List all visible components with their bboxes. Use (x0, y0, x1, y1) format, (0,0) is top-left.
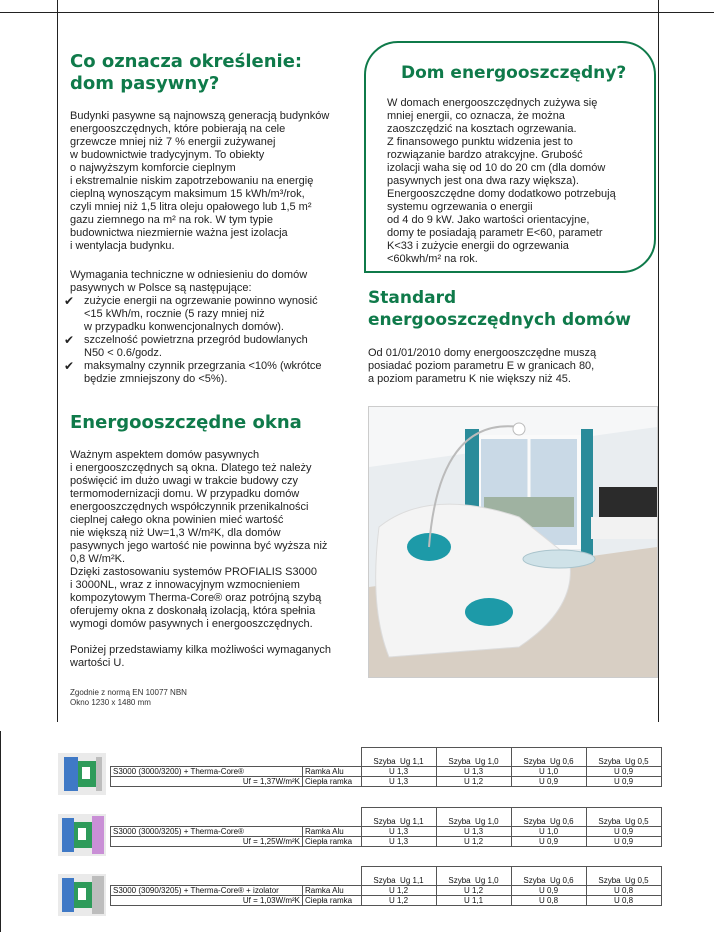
u-value: U 0,9 (586, 837, 661, 847)
norm-note (70, 688, 187, 708)
text-line: Zgodnie z normą EN 10077 NBN (70, 688, 187, 697)
u-value: U 0,8 (586, 896, 661, 906)
checkmark-icon: ✔ (64, 359, 75, 373)
profile-section-graphic (58, 753, 106, 795)
uf-value: Uf = 1,03W/m²K (111, 896, 303, 906)
header-cell: Szyba Ug 1,1 (361, 748, 436, 767)
header-cell: Szyba Ug 1,1 (361, 867, 436, 886)
text-line: będzie zmniejszony do <5%). (84, 373, 228, 385)
u-value: U 0,9 (586, 827, 661, 837)
u-value: U 1,3 (361, 827, 436, 837)
header-cell: Szyba Ug 1,0 (436, 808, 511, 827)
frame-type: Ciepła ramka (303, 896, 362, 906)
u-value: U 1,3 (361, 767, 436, 777)
u-value: U 0,9 (586, 767, 661, 777)
text-line: Energooszczędne domy dodatkowo potrzebują (387, 188, 616, 200)
u-value: U 1,0 (511, 827, 586, 837)
living-room-photo (368, 406, 658, 678)
title-line: Standard (368, 288, 457, 308)
frame-type: Ramka Alu (303, 767, 362, 777)
title-line: Co oznacza określenie: (70, 51, 303, 72)
crop-mark (57, 0, 58, 722)
text-line: Z finansowego punktu widzenia jest to (387, 136, 573, 148)
table-row (111, 767, 662, 777)
crop-mark (658, 0, 659, 722)
text-line: systemu ogrzewania o energii (387, 201, 533, 213)
window-profile-icon (58, 814, 106, 856)
text-line: w przypadku konwencjonalnych domów). (84, 321, 284, 333)
text-line: szczelność powietrzna przegród budowlanych (84, 334, 308, 346)
text-line: izolacji waha się od 10 do 20 cm (dla domów (387, 162, 606, 174)
living-room-illustration (369, 407, 657, 677)
u-value: U 1,2 (436, 777, 511, 787)
text-line: pasywnych jest ona dwa razy większa). (387, 175, 579, 187)
crop-mark (0, 731, 1, 932)
u-value: U 0,9 (586, 777, 661, 787)
text-line: grzewcze mniej niż 7 % energii zużywanej (70, 136, 276, 148)
text-line: cieplnej całego okna powinien mieć wartość (70, 514, 284, 526)
u-value: U 1,2 (436, 886, 511, 896)
window-profile-icon (58, 874, 106, 916)
text-line: Poniżej przedstawiamy kilka możliwości wymaganych (70, 644, 332, 656)
text-line: zużycie energii na ogrzewanie powinno wynosić (84, 295, 318, 307)
spacer (70, 631, 362, 644)
u-value: U 1,1 (436, 896, 511, 906)
requirements-list (64, 295, 360, 386)
text-line: pasywnych jego wartość nie powinna być wyższa niż (70, 540, 328, 552)
text-line: 0,8 W/m²K. (70, 553, 126, 565)
frame-type: Ciepła ramka (303, 777, 362, 787)
crop-mark (0, 12, 714, 13)
text-line: wymogi domów pasywnych i energooszczędnych. (70, 618, 313, 630)
text-line: energooszczędnych współczynnik przenikalności (70, 501, 309, 513)
profile-name: S3000 (3000/3200) + Therma-Core® (111, 767, 303, 777)
checkmark-icon: ✔ (64, 333, 75, 347)
text-line: gazu ziemnego na m² na rok. W tym typie (70, 214, 273, 226)
text-line: pasywnych w Polsce są następujące: (70, 282, 252, 294)
table-row (111, 886, 662, 896)
frame-type: Ciepła ramka (303, 837, 362, 847)
text-line: i wentylacja budynku. (70, 240, 175, 252)
uf-value: Uf = 1,37W/m²K (111, 777, 303, 787)
u-value: U 1,2 (361, 896, 436, 906)
text-line: poświęcić im dużo uwagi w trakcie budowy czy (70, 475, 299, 487)
text-line: Dzięki zastosowaniu systemów PROFIALIS S3000 (70, 566, 317, 578)
frame-type: Ramka Alu (303, 827, 362, 837)
u-value-table-3 (110, 866, 662, 906)
text-line: budownictwa niezmiernie ważna jest izolacja (70, 227, 288, 239)
windows-title: Energooszczędne okna (70, 412, 302, 433)
text-line: czyli mniej niż 1,5 litra oleju opałowego lub 1,5 m² (70, 201, 312, 213)
text-line: termomodernizacji domu. W przypadku domów (70, 488, 300, 500)
u-value: U 0,8 (586, 886, 661, 896)
text-line: nie większą niż Uw=1,3 W/m²K, dla domów (70, 527, 281, 539)
requirements-block (64, 269, 360, 386)
u-value: U 0,9 (511, 886, 586, 896)
u-value: U 1,3 (361, 777, 436, 787)
list-item (64, 334, 360, 360)
table-row (111, 827, 662, 837)
title-line: energooszczędnych domów (368, 310, 631, 330)
u-value-table-2 (110, 807, 662, 847)
text-line: energooszczędnych, które pobierają na cele (70, 123, 286, 135)
text-line: <15 kWh/m, rocznie (5 razy mniej niż (84, 308, 265, 320)
text-line: a poziom parametru K nie większy niż 45. (368, 373, 571, 385)
text-line: domy te posiadają parametr E<60, parametr (387, 227, 603, 239)
text-line: Okno 1230 x 1480 mm (70, 698, 151, 707)
u-value: U 1,3 (361, 837, 436, 847)
bubble-title: Dom energooszczędny? (401, 63, 627, 83)
text-line: Od 01/01/2010 domy energooszczędne muszą (368, 347, 597, 359)
header-cell: Szyba Ug 0,5 (586, 748, 661, 767)
header-cell: Szyba Ug 1,0 (436, 867, 511, 886)
title-line: dom pasywny? (70, 73, 220, 94)
u-value: U 1,3 (436, 767, 511, 777)
frame-type: Ramka Alu (303, 886, 362, 896)
u-value: U 1,0 (511, 767, 586, 777)
text-line: N50 < 0.6/godz. (84, 347, 162, 359)
text-line: posiadać poziom parametru E w granicach 80, (368, 360, 595, 372)
text-line: W domach energooszczędnych zużywa się (387, 97, 598, 109)
text-line: wartości U. (70, 657, 125, 669)
u-value: U 0,9 (511, 837, 586, 847)
text-line: Ważnym aspektem domów pasywnych (70, 449, 260, 461)
header-cell: Szyba Ug 0,5 (586, 867, 661, 886)
u-value: U 1,2 (361, 886, 436, 896)
text-line: Budynki pasywne są najnowszą generacją budynków (70, 110, 330, 122)
list-item (64, 295, 360, 334)
header-cell: Szyba Ug 0,6 (511, 748, 586, 767)
u-value: U 0,8 (511, 896, 586, 906)
uf-value: Uf = 1,25W/m²K (111, 837, 303, 847)
text-line: mniej energii, co oznacza, że można (387, 110, 565, 122)
window-profile-icon (58, 753, 106, 795)
text-line: w budownictwie tradycyjnym. To obiekty (70, 149, 265, 161)
standard-title (368, 287, 631, 331)
header-cell: Szyba Ug 0,5 (586, 808, 661, 827)
text-line: od 4 do 9 kW. Jako wartości orientacyjne, (387, 214, 590, 226)
checkmark-icon: ✔ (64, 294, 75, 308)
passive-intro (70, 110, 360, 253)
text-line: i ekstremalnie niskim zapotrzebowaniu na energię (70, 175, 314, 187)
table-row (111, 896, 662, 906)
header-cell: Szyba Ug 0,6 (511, 808, 586, 827)
text-line: Wymagania techniczne w odniesieniu do domów (70, 269, 308, 281)
text-line: zaoszczędzić na kosztach ogrzewania. (387, 123, 577, 135)
u-value: U 1,3 (436, 827, 511, 837)
u-value: U 0,9 (511, 777, 586, 787)
windows-text (70, 449, 362, 670)
text-line: K<33 i zużycie energii do ogrzewania (387, 240, 569, 252)
header-cell: Szyba Ug 0,6 (511, 867, 586, 886)
text-line: o najwyższym komforcie cieplnym (70, 162, 236, 174)
header-cell: Szyba Ug 1,0 (436, 748, 511, 767)
table-row (111, 777, 662, 787)
header-cell: Szyba Ug 1,1 (361, 808, 436, 827)
passive-house-title (70, 51, 302, 95)
profile-name: S3000 (3000/3205) + Therma-Core® (111, 827, 303, 837)
text-line: i energooszczędnych są okna. Dlatego też należy (70, 462, 312, 474)
text-line: i 3000NL, wraz z innowacyjnym wzmocnieniem (70, 579, 300, 591)
text-line: rozwiązanie bardzo atrakcyjne. Grubość (387, 149, 583, 161)
text-line: maksymalny czynnik przegrzania <10% (wkrótce (84, 360, 322, 372)
standard-text (368, 347, 658, 386)
list-item (64, 360, 360, 386)
u-value-table-1 (110, 747, 662, 787)
u-value: U 1,2 (436, 837, 511, 847)
table-row (111, 837, 662, 847)
profile-name: S3000 (3090/3205) + Therma-Core® + izolator (111, 886, 303, 896)
profile-section-graphic (58, 874, 106, 916)
text-line: oferujemy okna z doskonałą izolacją, która spełnia (70, 605, 316, 617)
text-line: <60kwh/m² na rok. (387, 253, 478, 265)
bubble-text (387, 97, 649, 266)
text-line: cieplną wynoszącym maksimum 15 kWh/m³/rok, (70, 188, 305, 200)
profile-section-graphic (58, 814, 106, 856)
text-line: kompozytowym Therma-Core® oraz potrójną szybą (70, 592, 322, 604)
